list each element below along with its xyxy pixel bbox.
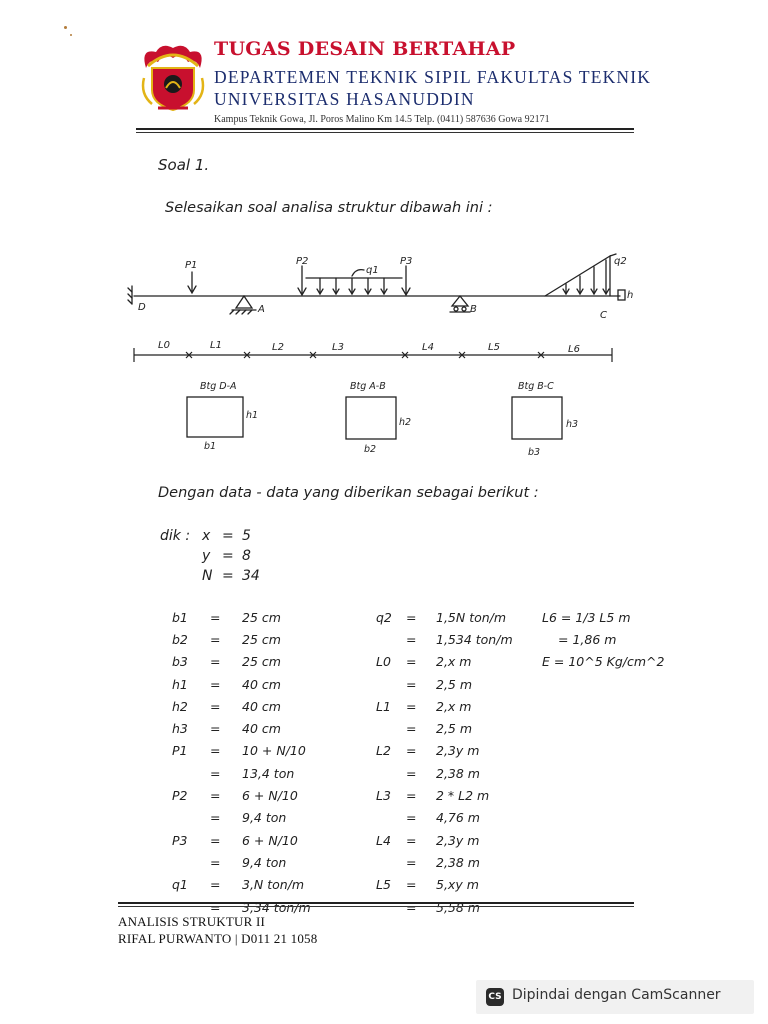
span-l1: L1 [210, 340, 222, 351]
given-value: 40 cm [242, 676, 281, 692]
label-b: B [470, 304, 477, 315]
label-h: h [627, 290, 634, 301]
given-row [542, 628, 664, 650]
section-da-h: h1 [246, 410, 259, 421]
given-value: 1,534 ton/m [436, 631, 513, 647]
given-value: 9,4 ton [242, 854, 287, 870]
given-eq: = [406, 899, 417, 915]
given-symbol [376, 896, 406, 918]
given-symbol: h3 [172, 721, 188, 737]
letterhead-address: Kampus Teknik Gowa, Jl. Poros Malino Km 14.5 Telp. (0411) 587636 Gowa 92171 [214, 114, 550, 125]
given-symbol [376, 628, 406, 650]
given-value: 2,5 m [436, 676, 473, 692]
given-symbol: P1 [172, 743, 188, 759]
given-eq: = [210, 609, 221, 625]
given-eq: = [406, 698, 417, 714]
footer-divider-thin [118, 906, 634, 907]
university-logo [138, 38, 208, 114]
given-row [376, 740, 513, 762]
given-value: 2,3y m [436, 743, 480, 759]
tip-section-h [618, 290, 625, 300]
label-q2: q2 [614, 256, 627, 267]
letterhead-title: TUGAS DESAIN BERTAHAP [214, 38, 516, 60]
given-value: 1,5N ton/m [436, 609, 507, 625]
given-row [172, 784, 311, 806]
given-row [376, 717, 513, 739]
header-divider [136, 128, 634, 130]
given-l6-value: = 1,86 m [558, 631, 617, 647]
letterhead-department [214, 66, 651, 110]
given-symbol: L2 [376, 743, 391, 759]
given-eq: = [210, 698, 221, 714]
given-eq: = [210, 877, 221, 893]
q1-leader [352, 270, 364, 276]
section-bc-h: h3 [566, 419, 579, 430]
beam-diagram [120, 240, 640, 370]
given-value: 25 cm [242, 654, 281, 670]
given-data-left [172, 606, 311, 918]
given-e-value: E = 10^5 Kg/cm^2 [542, 654, 665, 670]
dik-eq: = [222, 548, 234, 564]
dik-eq: = [222, 568, 234, 584]
given-row [172, 851, 311, 873]
span-l3: L3 [332, 342, 344, 353]
given-value: 6 + N/10 [242, 788, 298, 804]
given-eq: = [210, 743, 221, 759]
section-bc-b: b3 [528, 447, 541, 458]
given-data-right [542, 606, 664, 673]
given-value: 25 cm [242, 631, 281, 647]
given-symbol: b1 [172, 609, 188, 625]
dik-value-x: 5 [242, 528, 251, 544]
given-value: 10 + N/10 [242, 743, 306, 759]
span-l5: L5 [488, 342, 500, 353]
given-value: 2,x m [436, 654, 472, 670]
given-row [172, 740, 311, 762]
label-p3: P3 [400, 256, 413, 267]
section-bc-title: Btg B-C [518, 381, 554, 392]
given-data-middle [376, 606, 513, 918]
given-symbol: P2 [172, 788, 188, 804]
section-bc-rect [512, 397, 562, 439]
given-eq: = [406, 877, 417, 893]
given-eq: = [210, 899, 221, 915]
given-symbol: q1 [172, 877, 188, 893]
given-symbol [376, 851, 406, 873]
given-symbol: h2 [172, 698, 188, 714]
given-row [542, 606, 664, 628]
roller-support-b [452, 296, 468, 306]
given-value: 2,5 m [436, 721, 473, 737]
given-row [376, 695, 513, 717]
scanner-watermark [476, 980, 754, 1014]
given-symbol [376, 717, 406, 739]
given-row [172, 695, 311, 717]
department-line: DEPARTEMEN TEKNIK SIPIL FAKULTAS TEKNIK [214, 67, 652, 87]
given-eq: = [406, 721, 417, 737]
given-symbol: b3 [172, 654, 188, 670]
label-a: A [258, 304, 265, 315]
given-value: 9,4 ton [242, 810, 287, 826]
given-symbol [172, 851, 210, 873]
given-value: 4,76 m [436, 810, 480, 826]
given-eq: = [406, 832, 417, 848]
given-eq: = [406, 854, 417, 870]
given-row [172, 651, 311, 673]
cross-sections [160, 375, 600, 460]
given-row [376, 606, 513, 628]
given-eq: = [406, 743, 417, 759]
given-value: 2,38 m [436, 765, 480, 781]
section-ab-rect [346, 397, 396, 439]
problem-heading: Soal 1. [158, 156, 210, 174]
given-row [376, 807, 513, 829]
footer-author: RIFAL PURWANTO | D011 21 1058 [118, 931, 318, 946]
label-p2: P2 [296, 256, 309, 267]
given-eq: = [210, 854, 221, 870]
camscanner-icon: CS [486, 988, 504, 1006]
label-p1: P1 [185, 260, 198, 271]
given-value: 3,N ton/m [242, 877, 305, 893]
given-symbol [376, 762, 406, 784]
given-row [172, 673, 311, 695]
pin-support-a [236, 296, 252, 308]
given-value: 6 + N/10 [242, 832, 298, 848]
given-eq: = [210, 676, 221, 692]
label-q1: q1 [366, 265, 379, 276]
given-row [172, 829, 311, 851]
label-c: C [600, 310, 607, 321]
given-row [376, 896, 513, 918]
university-line: UNIVERSITAS HASANUDDIN [214, 89, 475, 109]
given-row [172, 606, 311, 628]
dik-value-n: 34 [242, 568, 260, 584]
given-value: 3,34 ton/m [242, 899, 311, 915]
given-eq: = [406, 631, 417, 647]
given-symbol: P3 [172, 832, 188, 848]
scanner-text: Dipindai dengan CamScanner [512, 987, 721, 1003]
given-eq: = [210, 788, 221, 804]
given-eq: = [210, 765, 221, 781]
given-eq: = [406, 654, 417, 670]
dik-name-x: x [202, 528, 211, 544]
given-eq: = [210, 654, 221, 670]
given-symbol: q2 [376, 609, 392, 625]
section-da-title: Btg D-A [200, 381, 237, 392]
given-symbol [172, 807, 210, 829]
dik-label: dik : [160, 528, 191, 544]
given-symbol: b2 [172, 631, 188, 647]
given-symbol: L5 [376, 877, 391, 893]
given-symbol [172, 762, 210, 784]
header-divider-thin [136, 132, 634, 133]
given-eq: = [406, 676, 417, 692]
given-value: 40 cm [242, 698, 281, 714]
section-da-rect [187, 397, 243, 437]
section-da-b: b1 [204, 441, 217, 452]
given-row [172, 807, 311, 829]
label-d: D [138, 302, 146, 313]
given-row [376, 851, 513, 873]
given-value: 2,x m [436, 698, 472, 714]
given-symbol [376, 673, 406, 695]
span-l0: L0 [158, 340, 170, 351]
given-value: 5,xy m [436, 877, 479, 893]
given-eq: = [210, 631, 221, 647]
given-symbol: L3 [376, 788, 391, 804]
given-value: 25 cm [242, 609, 281, 625]
section-ab-b: b2 [364, 444, 377, 455]
given-row [172, 762, 311, 784]
given-symbol: L4 [376, 832, 391, 848]
given-symbol: L0 [376, 654, 391, 670]
given-symbol: h1 [172, 676, 188, 692]
given-row [376, 829, 513, 851]
given-l6-formula: L6 = 1/3 L5 m [542, 609, 631, 625]
given-row [376, 762, 513, 784]
given-row [376, 651, 513, 673]
given-value: 2,38 m [436, 854, 480, 870]
given-row [376, 673, 513, 695]
span-l4: L4 [422, 342, 434, 353]
given-row [172, 628, 311, 650]
dik-value-y: 8 [242, 548, 251, 564]
given-row [376, 784, 513, 806]
given-row [376, 874, 513, 896]
given-eq: = [406, 810, 417, 826]
given-row [376, 628, 513, 650]
given-value: 5,58 m [436, 899, 480, 915]
given-value: 2,3y m [436, 832, 480, 848]
given-symbol: L1 [376, 698, 391, 714]
given-eq: = [210, 721, 221, 737]
dik-name-n: N [202, 568, 213, 584]
section-ab-h: h2 [399, 417, 412, 428]
dik-block [160, 528, 590, 588]
scan-speck [70, 34, 72, 36]
footer-divider [118, 902, 634, 904]
dik-name-y: y [202, 548, 211, 564]
given-row [172, 717, 311, 739]
dik-eq: = [222, 528, 234, 544]
given-row [172, 874, 311, 896]
given-eq: = [210, 810, 221, 826]
given-symbol [376, 807, 406, 829]
given-value: 2 * L2 m [436, 788, 490, 804]
problem-instruction: Selesaikan soal analisa struktur dibawah ini : [165, 200, 493, 216]
footer-course: ANALISIS STRUKTUR II [118, 914, 265, 929]
given-value: 13,4 ton [242, 765, 295, 781]
given-eq: = [406, 609, 417, 625]
section-ab-title: Btg A-B [350, 381, 386, 392]
scan-speck [64, 26, 67, 29]
given-eq: = [406, 765, 417, 781]
span-l6: L6 [568, 344, 580, 355]
span-l2: L2 [272, 342, 284, 353]
given-eq: = [406, 788, 417, 804]
given-data-intro: Dengan data - data yang diberikan sebagai berikut : [158, 485, 539, 501]
given-eq: = [210, 832, 221, 848]
given-value: 40 cm [242, 721, 281, 737]
given-row [542, 651, 664, 673]
